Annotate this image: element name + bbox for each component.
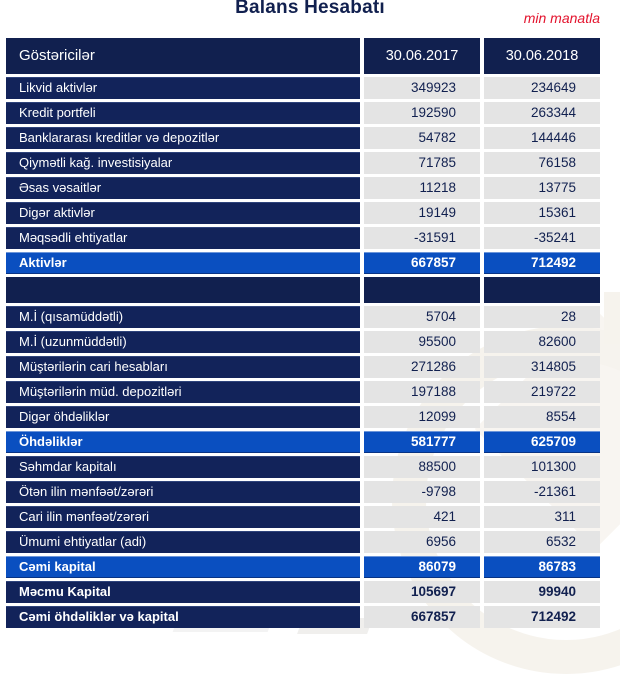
row-label: Banklararası kreditlər və depozitlər [6, 127, 360, 149]
value-2017: 271286 [364, 356, 480, 378]
value-2018: 712492 [484, 252, 600, 274]
row-label: Məqsədli ehtiyatlar [6, 227, 360, 249]
value-2018: 15361 [484, 202, 600, 224]
value-2017: 12099 [364, 406, 480, 428]
table-row [6, 252, 600, 274]
value-2017: 19149 [364, 202, 480, 224]
table-row [6, 481, 600, 503]
row-label: Səhmdar kapitalı [6, 456, 360, 478]
table-row [6, 306, 600, 328]
value-2018 [484, 277, 600, 303]
value-2017: -31591 [364, 227, 480, 249]
table-row [6, 152, 600, 174]
value-2018: 625709 [484, 431, 600, 453]
balance-sheet-table [6, 38, 600, 631]
value-2017: 86079 [364, 556, 480, 578]
value-2018: 99940 [484, 581, 600, 603]
value-2017: 349923 [364, 77, 480, 99]
value-2017: 5704 [364, 306, 480, 328]
value-2018: 28 [484, 306, 600, 328]
value-2018: 234649 [484, 77, 600, 99]
row-label: Likvid aktivlər [6, 77, 360, 99]
value-2017: 581777 [364, 431, 480, 453]
value-2018: 13775 [484, 177, 600, 199]
row-label: Digər aktivlər [6, 202, 360, 224]
row-label: Əsas vəsaitlər [6, 177, 360, 199]
spacer-row [6, 277, 600, 303]
value-2017: 192590 [364, 102, 480, 124]
table-row [6, 381, 600, 403]
table-row [6, 356, 600, 378]
value-2018: -21361 [484, 481, 600, 503]
row-label: Kredit portfeli [6, 102, 360, 124]
value-2018: 712492 [484, 606, 600, 628]
row-label: Cari ilin mənfəət/zərəri [6, 506, 360, 528]
header-indicators: Göstəricilər [6, 38, 360, 74]
value-2018: 82600 [484, 331, 600, 353]
row-label: Müştərilərin müd. depozitləri [6, 381, 360, 403]
value-2018: 101300 [484, 456, 600, 478]
row-label: Öhdəliklər [6, 431, 360, 453]
value-2018: 219722 [484, 381, 600, 403]
table-row [6, 506, 600, 528]
table-row [6, 531, 600, 553]
table-row [6, 177, 600, 199]
value-2017: 11218 [364, 177, 480, 199]
value-2017: 6956 [364, 531, 480, 553]
currency-unit-note: min manatla [523, 10, 600, 26]
header-date-2017: 30.06.2017 [364, 38, 480, 74]
table-row [6, 581, 600, 603]
value-2017: 54782 [364, 127, 480, 149]
table-row [6, 406, 600, 428]
table-row [6, 456, 600, 478]
value-2017: 197188 [364, 381, 480, 403]
value-2017: 71785 [364, 152, 480, 174]
row-label: Cəmi kapital [6, 556, 360, 578]
value-2017 [364, 277, 480, 303]
row-label [6, 277, 360, 303]
row-label: Ötən ilin mənfəət/zərəri [6, 481, 360, 503]
row-label: M.İ (qısamüddətli) [6, 306, 360, 328]
value-2017: -9798 [364, 481, 480, 503]
row-label: Digər öhdəliklər [6, 406, 360, 428]
value-2017: 105697 [364, 581, 480, 603]
row-label: M.İ (uzunmüddətli) [6, 331, 360, 353]
value-2018: 6532 [484, 531, 600, 553]
row-label: Müştərilərin cari hesabları [6, 356, 360, 378]
value-2018: 311 [484, 506, 600, 528]
table-row [6, 331, 600, 353]
value-2017: 667857 [364, 252, 480, 274]
value-2018: -35241 [484, 227, 600, 249]
header-date-2018: 30.06.2018 [484, 38, 600, 74]
table-row [6, 606, 600, 628]
table-row [6, 556, 600, 578]
row-label: Qiymətli kağ. investisiyalar [6, 152, 360, 174]
row-label: Ümumi ehtiyatlar (adi) [6, 531, 360, 553]
value-2018: 263344 [484, 102, 600, 124]
page-title: Balans Hesabatı [235, 0, 385, 18]
value-2017: 667857 [364, 606, 480, 628]
value-2018: 314805 [484, 356, 600, 378]
watermark-edge-shape [604, 292, 620, 344]
table-header-row [6, 38, 600, 74]
row-label: Aktivlər [6, 252, 360, 274]
value-2017: 88500 [364, 456, 480, 478]
value-2017: 421 [364, 506, 480, 528]
value-2018: 86783 [484, 556, 600, 578]
value-2017: 95500 [364, 331, 480, 353]
table-row [6, 227, 600, 249]
table-row [6, 202, 600, 224]
row-label: Məcmu Kapital [6, 581, 360, 603]
row-label: Cəmi öhdəliklər və kapital [6, 606, 360, 628]
table-row [6, 77, 600, 99]
value-2018: 144446 [484, 127, 600, 149]
table-row [6, 127, 600, 149]
table-row [6, 431, 600, 453]
value-2018: 76158 [484, 152, 600, 174]
table-row [6, 102, 600, 124]
value-2018: 8554 [484, 406, 600, 428]
table-body [6, 77, 600, 628]
